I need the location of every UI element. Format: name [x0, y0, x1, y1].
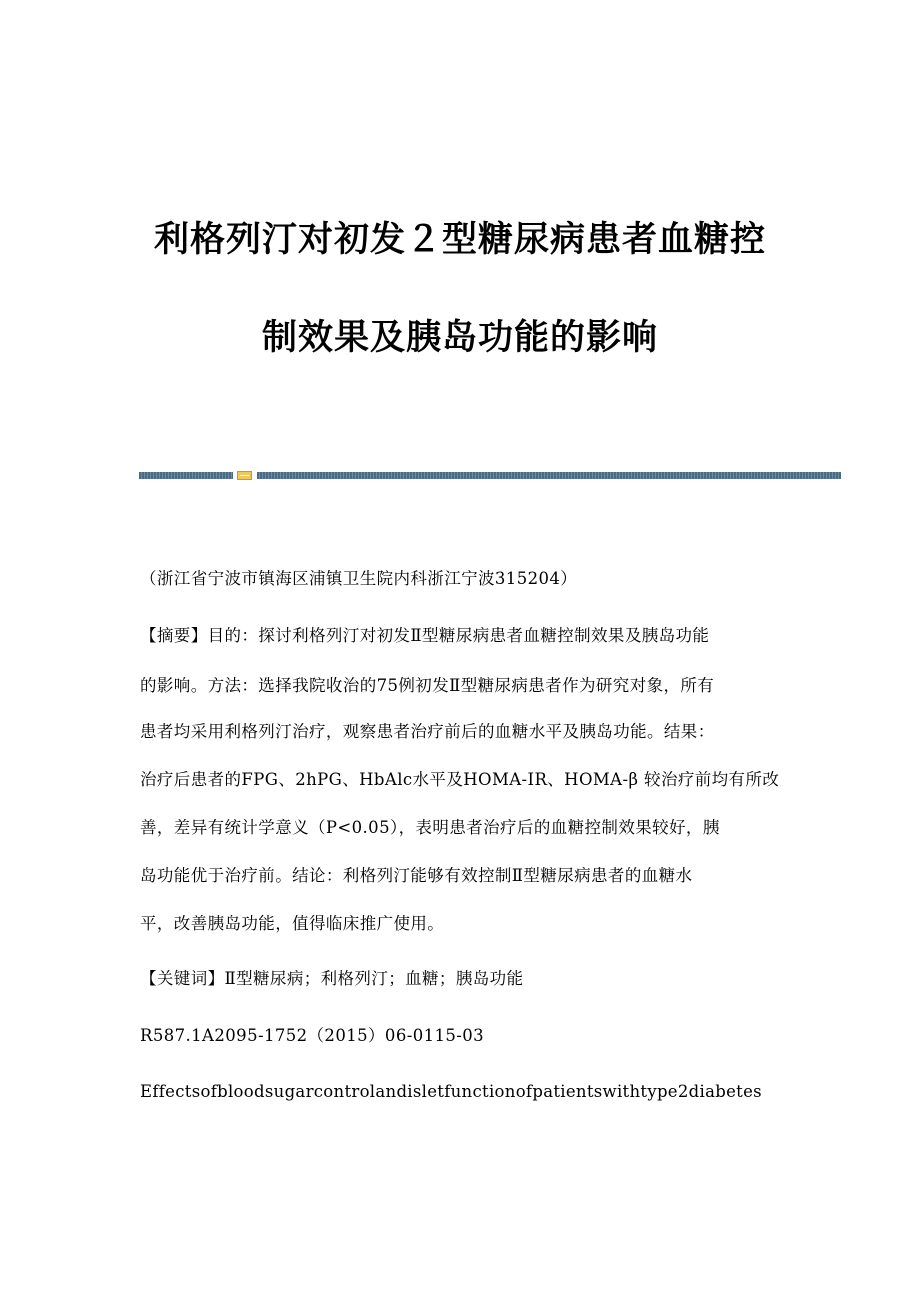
- divider-emblem-icon: [237, 471, 252, 480]
- title-line-2: 制效果及胰岛功能的影响: [261, 317, 658, 358]
- english-title: Effectsofbloodsugarcontrolandisletfunctionofpatientswithtype2diabetes: [140, 1082, 762, 1101]
- title-line-1: 利格列汀对初发２型糖尿病患者血糖控: [153, 219, 766, 260]
- abstract-line: 善，差异有统计学意义（P<0.05），表明患者治疗后的血糖控制效果较好，胰: [140, 818, 720, 837]
- divider-bar-left: [139, 472, 233, 479]
- classification-code: R587.1A2095-1752（2015）06-0115-03: [140, 1026, 485, 1045]
- abstract-line: 治疗后患者的FPG、2hPG、HbAlc水平及HOMA-IR、HOMA-β 较治疗前均有所改: [140, 770, 780, 789]
- decorative-divider: [139, 471, 841, 480]
- abstract-line: 平，改善胰岛功能，值得临床推广使用。: [140, 914, 445, 933]
- author-affiliation: （浙江省宁波市镇海区浦镇卫生院内科浙江宁波315204）: [140, 569, 578, 588]
- abstract-line: 【摘要】目的：探讨利格列汀对初发Ⅱ型糖尿病患者血糖控制效果及胰岛功能: [140, 626, 710, 645]
- divider-bar-right: [257, 472, 841, 479]
- abstract-line: 患者均采用利格列汀治疗，观察患者治疗前后的血糖水平及胰岛功能。结果：: [140, 722, 715, 741]
- keywords: 【关键词】Ⅱ型糖尿病；利格列汀；血糖；胰岛功能: [140, 969, 524, 988]
- abstract-line: 岛功能优于治疗前。结论：利格列汀能够有效控制Ⅱ型糖尿病患者的血糖水: [140, 866, 693, 885]
- abstract-line: 的影响。方法：选择我院收治的75例初发Ⅱ型糖尿病患者作为研究对象，所有: [140, 676, 715, 695]
